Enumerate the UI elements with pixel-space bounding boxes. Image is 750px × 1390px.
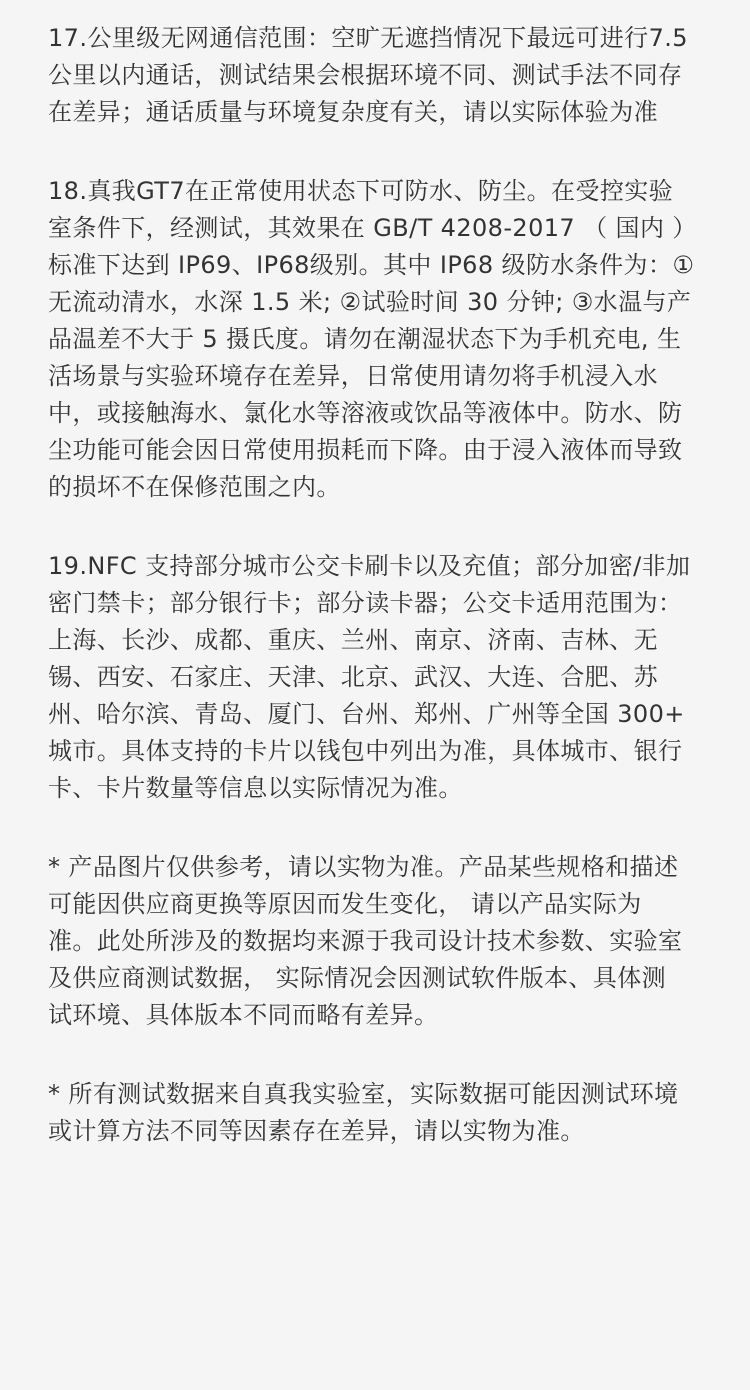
note-19-nfc [48,548,708,807]
note-line: 及供应商测试数据， 实际情况会因测试软件版本、具体测 [48,964,667,992]
note-line: 可能因供应商更换等原因而发生变化， 请以产品实际为 [48,890,642,918]
note-line: 室条件下，经测试，其效果在 GB/T 4208-2017 （ 国内 ） [48,214,697,242]
notes-content [48,20,708,1150]
note-test-data-disclaimer [48,1076,708,1150]
note-line: 试环境、具体版本不同而略有差异。 [48,1001,439,1029]
note-line: 17.公里级无网通信范围：空旷无遮挡情况下最远可进行7.5 [48,24,688,52]
note-line: 在差异；通话质量与环境复杂度有关，请以实际体验为准 [48,98,658,126]
note-line: 或计算方法不同等因素存在差异，请以实物为准。 [48,1117,585,1145]
paragraph-gap [48,1034,708,1076]
note-line: 城市。具体支持的卡片以钱包中列出为准，具体城市、银行 [48,737,683,765]
note-line: 的损坏不在保修范围之内。 [48,473,341,501]
paragraph-gap [48,807,708,849]
paragraph-gap [48,506,708,548]
note-line: 19.NFC 支持部分城市公交卡刷卡以及充值；部分加密/非加 [48,552,691,580]
note-18-waterproof [48,173,708,506]
note-line: 密门禁卡；部分银行卡；部分读卡器；公交卡适用范围为： [48,589,683,617]
note-line: * 产品图片仅供参考，请以实物为准。产品某些规格和描述 [48,853,679,881]
note-line: 中，或接触海水、氯化水等溶液或饮品等液体中。防水、防 [48,399,683,427]
note-17-range [48,20,708,131]
note-line: 州、哈尔滨、青岛、厦门、台州、郑州、广州等全国 300+ [48,700,685,728]
paragraph-gap [48,131,708,173]
note-line: 卡、卡片数量等信息以实际情况为准。 [48,774,463,802]
note-line: 尘功能可能会因日常使用损耗而下降。由于浸入液体而导致 [48,436,683,464]
note-product-images-disclaimer [48,849,708,1034]
note-line: 公里以内通话，测试结果会根据环境不同、测试手法不同存 [48,61,683,89]
note-line: 18.真我GT7在正常使用状态下可防水、防尘。在受控实验 [48,177,674,205]
note-line: 上海、长沙、成都、重庆、兰州、南京、济南、吉林、无 [48,626,658,654]
note-line: 准。此处所涉及的数据均来源于我司设计技术参数、实验室 [48,927,683,955]
note-line: 无流动清水，水深 1.5 米; ②试验时间 30 分钟; ③水温与产 [48,288,692,316]
note-line: 标准下达到 IP69、IP68级别。其中 IP68 级防水条件为：① [48,251,695,279]
note-line: 品温差不大于 5 摄氏度。请勿在潮湿状态下为手机充电, 生 [48,325,682,353]
note-line: 活场景与实验环境存在差异，日常使用请勿将手机浸入水 [48,362,658,390]
note-line: * 所有测试数据来自真我实验室，实际数据可能因测试环境 [48,1080,679,1108]
note-line: 锡、西安、石家庄、天津、北京、武汉、大连、合肥、苏 [48,663,658,691]
